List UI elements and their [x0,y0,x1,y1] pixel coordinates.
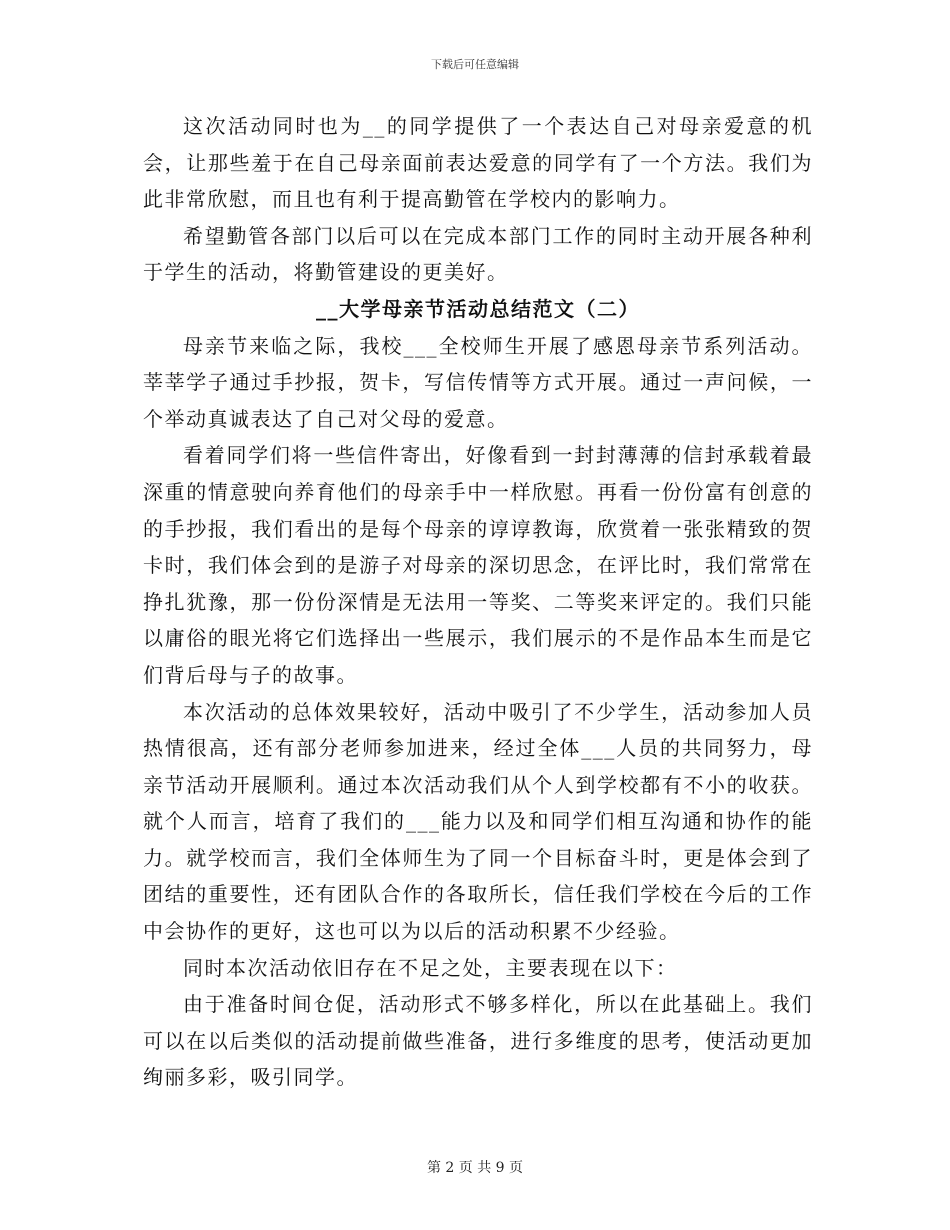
paragraph: 看着同学们将一些信件寄出，好像看到一封封薄薄的信封承载着最深重的情意驶向养育他们的母亲手中一样欣慰。再看一份份富有创意的的手抄报，我们看出的是每个母亲的谆谆教诲，欣赏着一张张精致的贺卡时，我们体会到的是游子对母亲的深切思念，在评比时，我们常常在挣扎犹豫，那一份份深情是无法用一等奖、二等奖来评定的。我们只能以庸俗的眼光将它们选择出一些展示，我们展示的不是作品本生而是它们背后母与子的故事。 [143,443,813,687]
paragraph: 这次活动同时也为__的同学提供了一个表达自己对母亲爱意的机会，让那些羞于在自己母亲面前表达爱意的同学有了一个方法。我们为此非常欣慰，而且也有利于提高勤管在学校内的影响力。 [143,114,813,212]
paragraph: 由于准备时间仓促，活动形式不够多样化，所以在此基础上。我们可以在以后类似的活动提前做些准备，进行多维度的思考，使活动更加绚丽多彩，吸引同学。 [143,992,813,1090]
paragraph: 本次活动的总体效果较好，活动中吸引了不少学生，活动参加人员热情很高，还有部分老师参加进来，经过全体___人员的共同努力，母亲节活动开展顺利。通过本次活动我们从个人到学校都有不小的收获。就个人而言，培育了我们的___能力以及和同学们相互沟通和协作的能力。就学校而言，我们全体师生为了同一个目标奋斗时，更是体会到了团结的重要性，还有团队合作的各取所长，信任我们学校在今后的工作中会协作的更好，这也可以为以后的活动积累不少经验。 [143,699,813,944]
page-footer: 第 2 页 共 9 页 [426,1160,524,1176]
paragraph: 希望勤管各部门以后可以在完成本部门工作的同时主动开展各种利于学生的活动，将勤管建设的更美好。 [143,223,813,285]
section-title: __大学母亲节活动总结范文（二） [316,296,640,321]
document-body [143,108,813,1096]
page-header: 下载后可任意编辑 [431,58,519,71]
paragraph: 同时本次活动依旧存在不足之处，主要表现在以下： [183,955,678,980]
paragraph: 母亲节来临之际，我校___全校师生开展了感恩母亲节系列活动。莘莘学子通过手抄报，贺卡，写信传情等方式开展。通过一声问候，一个举动真诚表达了自己对父母的爱意。 [143,333,813,431]
